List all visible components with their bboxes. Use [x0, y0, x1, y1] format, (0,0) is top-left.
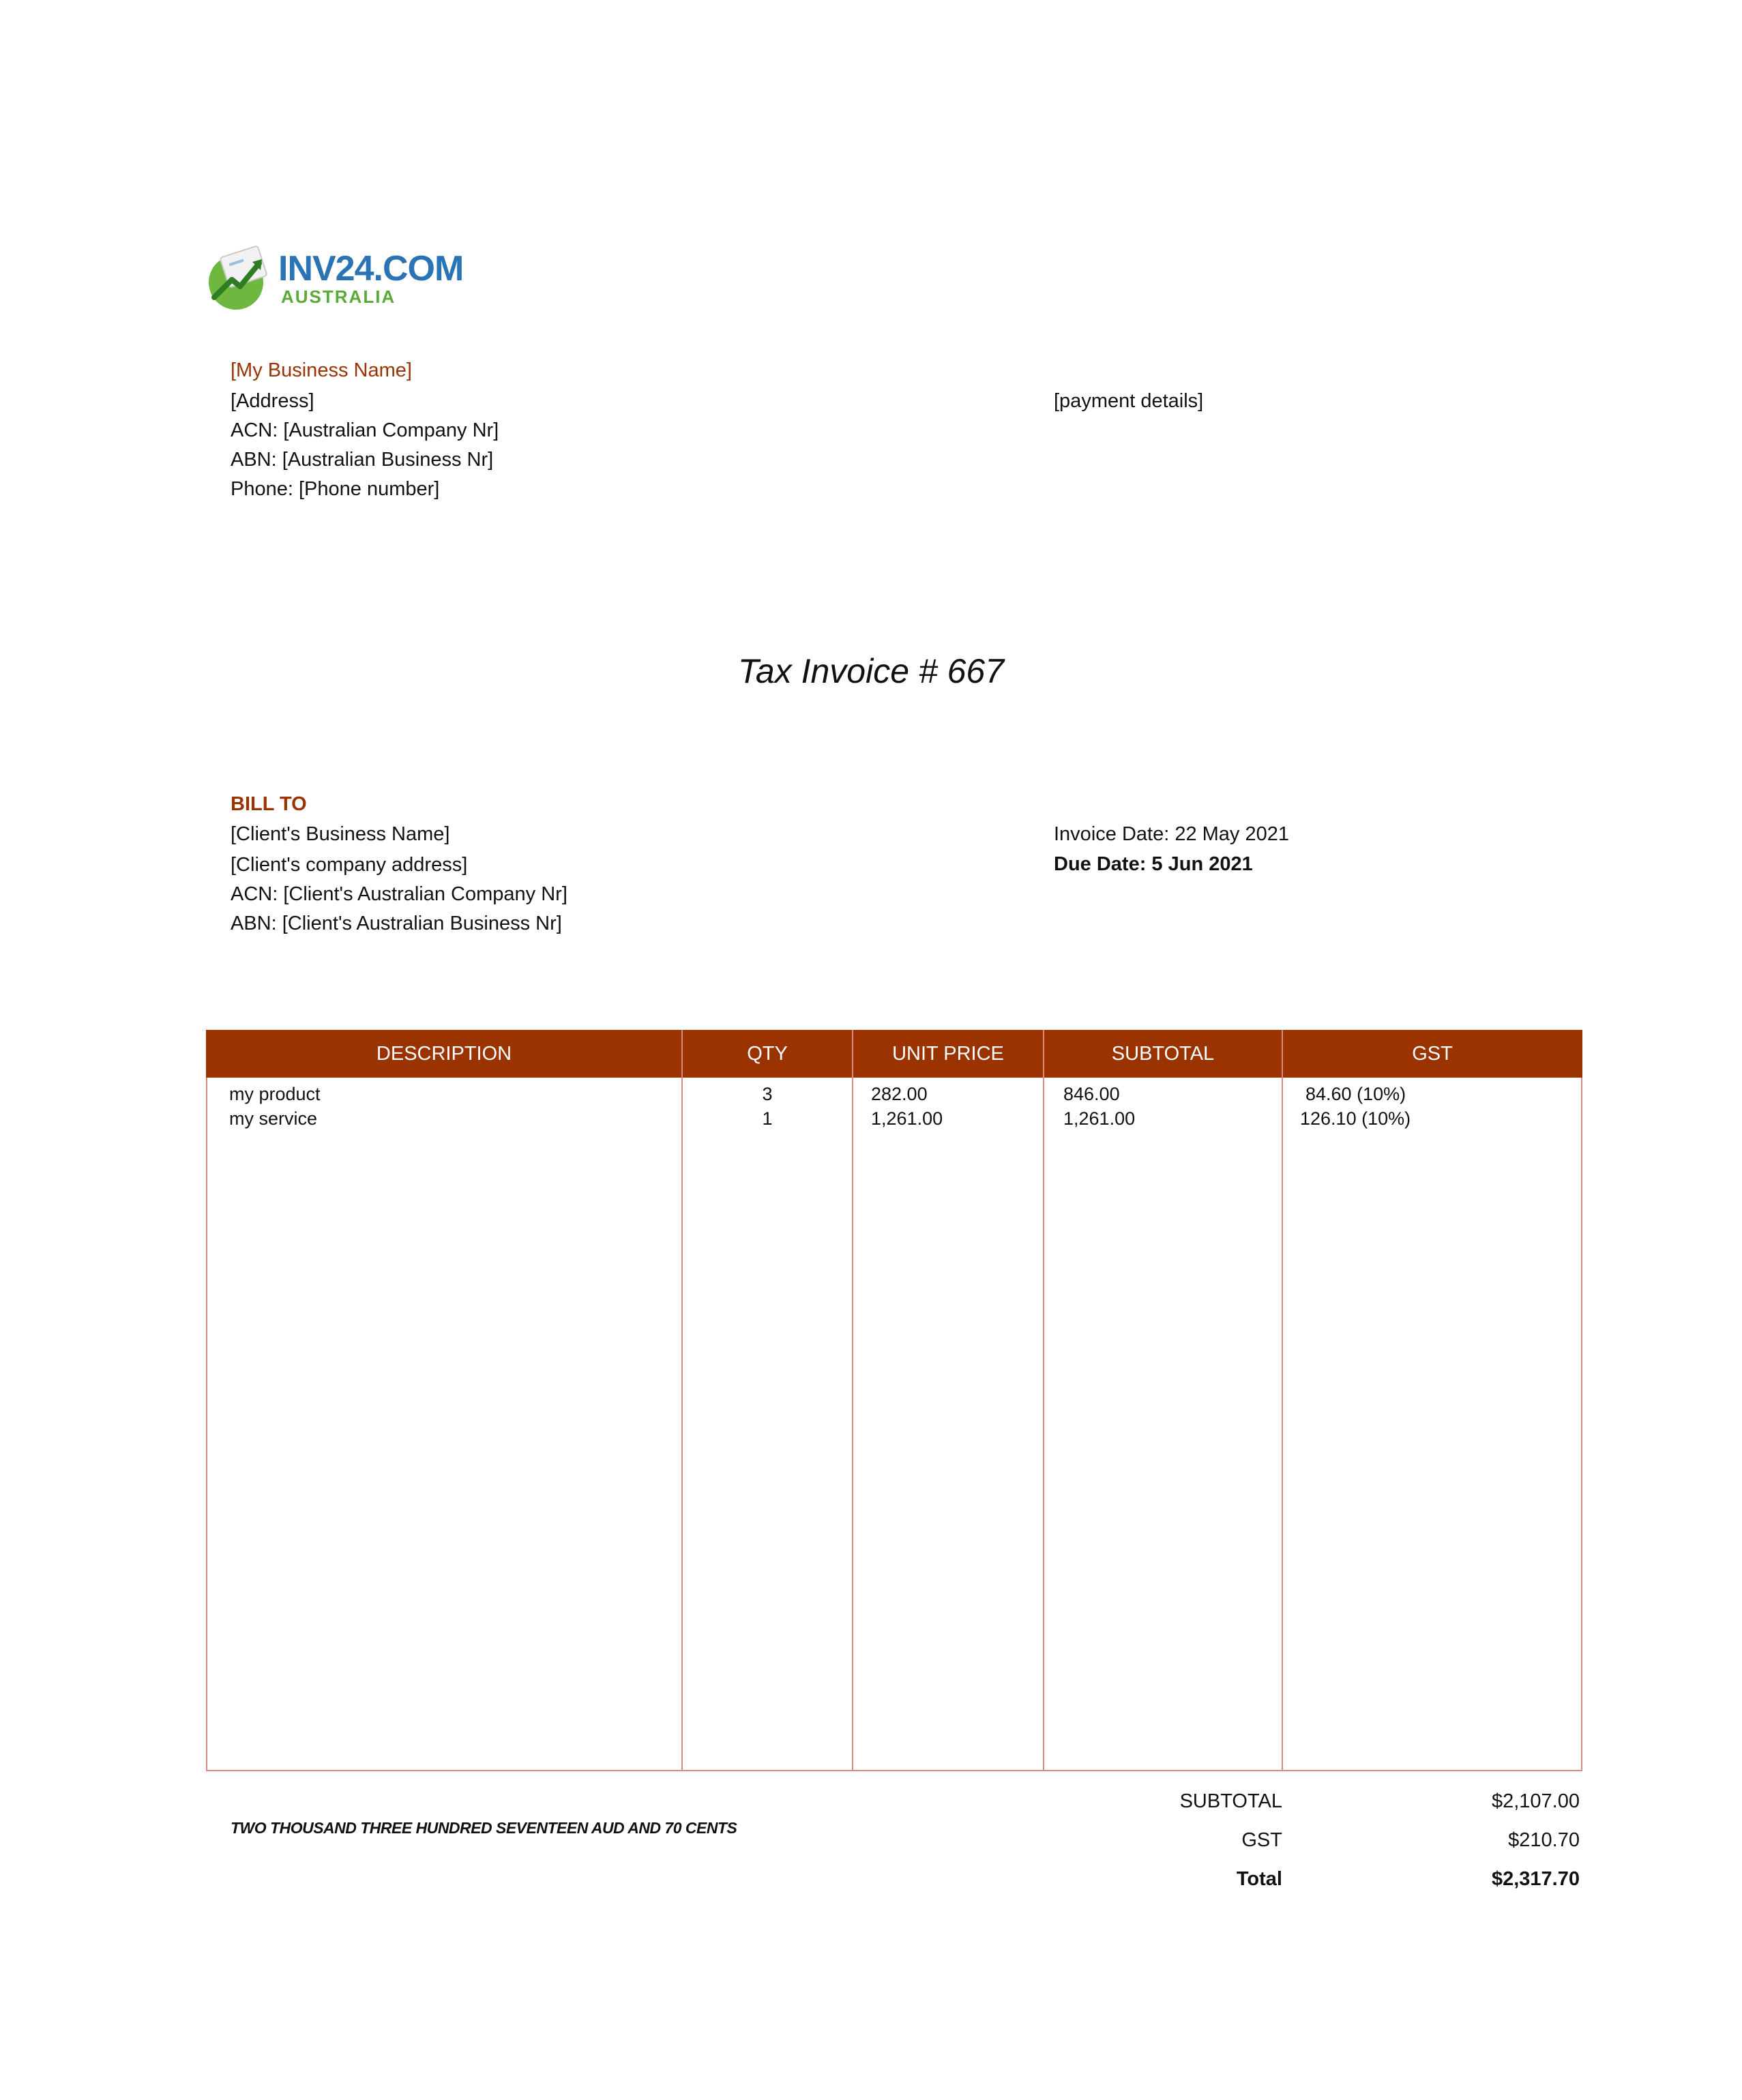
- gst-value: $210.70: [1508, 1829, 1580, 1851]
- row-subtotal: 1,261.00: [1063, 1108, 1136, 1129]
- column-divider: [681, 1030, 683, 1771]
- client-abn: ABN: [Client's Australian Business Nr]: [231, 913, 562, 934]
- subtotal-value: $2,107.00: [1491, 1790, 1580, 1812]
- invoice-date: Invoice Date: 22 May 2021: [1054, 823, 1289, 845]
- total-label: Total: [1236, 1868, 1282, 1890]
- row-qty: 1: [762, 1108, 773, 1129]
- amount-in-words: TWO THOUSAND THREE HUNDRED SEVENTEEN AUD AND 70 CENTS: [231, 1819, 737, 1837]
- header-unit-price: UNIT PRICE: [892, 1043, 1004, 1065]
- line-items-table: [206, 1030, 1582, 1771]
- row-gst: 126.10 (10%): [1300, 1108, 1411, 1129]
- row-unit-price: 1,261.00: [871, 1108, 943, 1129]
- row-description: my service: [229, 1108, 318, 1129]
- seller-acn: ACN: [Australian Company Nr]: [231, 419, 499, 441]
- payment-details: [payment details]: [1054, 390, 1204, 412]
- header-gst: GST: [1412, 1043, 1453, 1065]
- header-qty: QTY: [747, 1043, 788, 1065]
- client-address: [Client's company address]: [231, 854, 468, 876]
- column-divider: [1043, 1030, 1044, 1771]
- seller-business-name: [My Business Name]: [231, 359, 412, 381]
- seller-phone: Phone: [Phone number]: [231, 478, 440, 500]
- column-divider: [852, 1030, 853, 1771]
- company-logo: [205, 244, 464, 312]
- invoice-title: Tax Invoice # 667: [737, 652, 1005, 690]
- row-subtotal: 846.00: [1063, 1084, 1120, 1104]
- table-header: [206, 1030, 1582, 1078]
- subtotal-label: SUBTOTAL: [1179, 1790, 1282, 1812]
- row-unit-price: 282.00: [871, 1084, 928, 1104]
- seller-abn: ABN: [Australian Business Nr]: [231, 449, 494, 471]
- seller-address: [Address]: [231, 390, 314, 412]
- row-description: my product: [229, 1084, 321, 1104]
- due-date: Due Date: 5 Jun 2021: [1054, 853, 1253, 875]
- header-subtotal: SUBTOTAL: [1111, 1043, 1215, 1065]
- total-value: $2,317.70: [1491, 1868, 1580, 1890]
- inv24-logo-icon: [205, 244, 273, 312]
- row-qty: 3: [762, 1084, 773, 1104]
- row-gst: 84.60 (10%): [1305, 1084, 1406, 1104]
- column-divider: [1282, 1030, 1283, 1771]
- client-business-name: [Client's Business Name]: [231, 823, 450, 845]
- gst-label: GST: [1241, 1829, 1282, 1851]
- logo-sub-text: AUSTRALIA: [281, 286, 396, 307]
- logo-main-text: INV24.COM: [278, 249, 464, 289]
- header-description: DESCRIPTION: [376, 1043, 512, 1065]
- table-border: [206, 1030, 1582, 1771]
- client-acn: ACN: [Client's Australian Company Nr]: [231, 883, 567, 905]
- bill-to-heading: BILL TO: [231, 793, 307, 815]
